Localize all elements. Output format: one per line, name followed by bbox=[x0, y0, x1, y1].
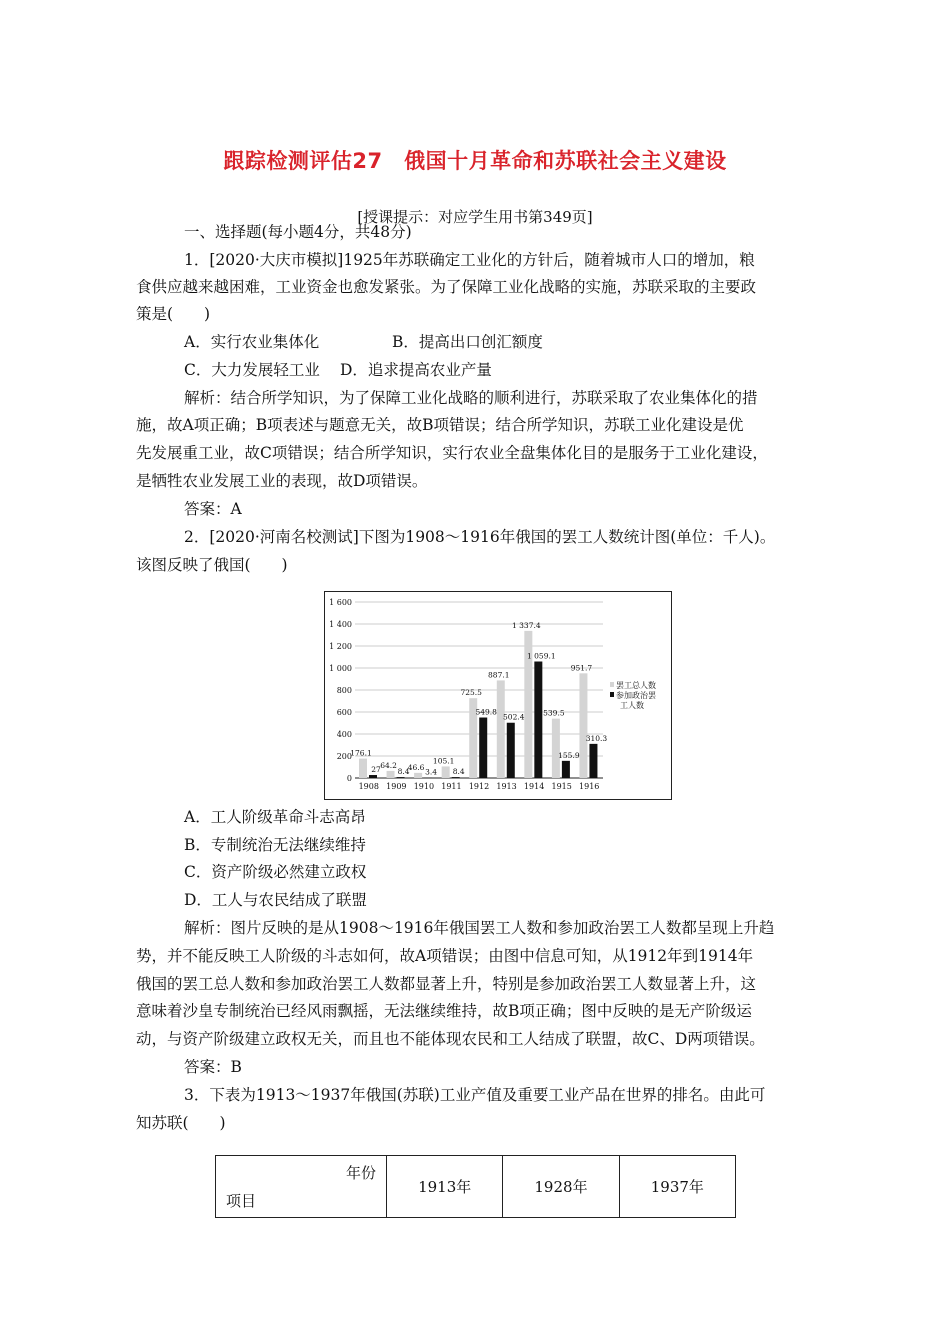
bar-political bbox=[507, 723, 515, 778]
bar-political bbox=[479, 718, 487, 778]
x-tick-label: 1914 bbox=[523, 782, 545, 791]
corner-year-label: 年份 bbox=[345, 1164, 376, 1182]
corner-item-label: 项目 bbox=[226, 1192, 257, 1210]
y-tick-label: 1 000 bbox=[329, 664, 352, 673]
q2-option-b: B．专制统治无法继续维持 bbox=[184, 836, 366, 854]
data-label: 8.4 bbox=[452, 767, 465, 777]
q1-option-a: A．实行农业集体化 bbox=[184, 333, 320, 351]
x-tick-label: 1910 bbox=[413, 782, 435, 791]
page-title: 跟踪检测评估27 俄国十月革命和苏联社会主义建设 bbox=[223, 149, 727, 173]
legend-label-political: 参加政治罢 bbox=[616, 691, 656, 700]
data-label: 176.1 bbox=[350, 748, 372, 758]
x-tick-label: 1909 bbox=[386, 782, 407, 791]
y-tick-label: 600 bbox=[336, 708, 352, 717]
data-label: 887.1 bbox=[488, 670, 510, 680]
data-label: 310.3 bbox=[585, 733, 608, 743]
q2-explanation-line1: 解析：图片反映的是从1908～1916年俄国罢工人数和参加政治罢工人数都呈现上升趋 bbox=[184, 919, 775, 937]
bar-political bbox=[562, 761, 570, 778]
data-label: 105.1 bbox=[432, 756, 455, 766]
q1-option-d: D．追求提高农业产量 bbox=[340, 361, 492, 379]
bar-political bbox=[397, 777, 405, 778]
q2-option-d: D．工人与农民结成了联盟 bbox=[184, 891, 367, 909]
x-tick-label: 1908 bbox=[358, 782, 379, 791]
data-label: 1 337.4 bbox=[512, 620, 541, 630]
y-tick-label: 200 bbox=[336, 752, 352, 761]
bar-political bbox=[534, 661, 542, 778]
bar-total bbox=[579, 673, 587, 778]
data-label: 951.7 bbox=[570, 663, 593, 673]
q2-answer: 答案：B bbox=[184, 1058, 242, 1076]
bar-political bbox=[369, 775, 377, 778]
bar-total bbox=[414, 773, 422, 778]
x-tick-label: 1912 bbox=[468, 782, 490, 791]
table-header-row bbox=[216, 1156, 736, 1218]
data-label: 46.6 bbox=[407, 762, 425, 772]
legend-label-political-cont: 工人数 bbox=[620, 701, 644, 710]
q2-explanation-line5: 动，与资产阶级建立政权无关，而且也不能体现农民和工人结成了联盟，故C、D两项错误。 bbox=[136, 1030, 765, 1048]
bar-total bbox=[387, 771, 395, 778]
q1-explanation-line2: 施，故A项正确；B项表述与题意无关，故B项错误；结合所学知识，苏联工业化建设是优 bbox=[136, 416, 744, 434]
q3-stem-line1: 3．下表为1913～1937年俄国(苏联)工业产值及重要工业产品在世界的排名。由此可 bbox=[184, 1086, 766, 1104]
x-tick-label: 1911 bbox=[441, 782, 462, 791]
legend-swatch-total bbox=[610, 682, 614, 687]
bar-political bbox=[452, 777, 460, 778]
legend-swatch-political bbox=[610, 692, 614, 697]
y-tick-label: 1 200 bbox=[329, 642, 352, 651]
col-1913: 1913年 bbox=[387, 1156, 503, 1218]
q3-stem-line2: 知苏联( ) bbox=[136, 1114, 226, 1132]
q1-option-b: B．提高出口创汇额度 bbox=[392, 333, 543, 351]
q1-explanation-line4: 是牺牲农业发展工业的表现，故D项错误。 bbox=[136, 472, 428, 490]
q2-stem-line1: 2．[2020·河南名校测试]下图为1908～1916年俄国的罢工人数统计图(单位：千人)。 bbox=[184, 528, 776, 546]
x-tick-label: 1916 bbox=[579, 782, 600, 791]
y-tick-label: 1 600 bbox=[329, 598, 352, 607]
lesson-hint: [授课提示：对应学生用书第349页] bbox=[357, 208, 593, 226]
y-tick-label: 0 bbox=[346, 774, 352, 783]
col-1928: 1928年 bbox=[503, 1156, 619, 1218]
bar-total bbox=[552, 719, 560, 778]
section-heading: 一、选择题(每小题4分，共48分) bbox=[184, 223, 412, 241]
data-label: 155.9 bbox=[558, 750, 580, 760]
table-corner-cell bbox=[216, 1156, 387, 1218]
y-tick-label: 800 bbox=[336, 686, 352, 695]
q1-stem-line1: 1．[2020·大庆市模拟]1925年苏联确定工业化的方针后，随着城市人口的增加，粮 bbox=[184, 251, 755, 269]
strike-chart bbox=[324, 591, 672, 800]
ranking-table bbox=[215, 1155, 736, 1218]
q2-explanation-line3: 俄国的罢工总人数和参加政治罢工人数都显著上升，特别是参加政治罢工人数显著上升，这 bbox=[136, 975, 757, 993]
q1-answer: 答案：A bbox=[184, 500, 242, 518]
x-tick-label: 1915 bbox=[551, 782, 572, 791]
data-label: 502.4 bbox=[503, 712, 525, 722]
x-tick-label: 1913 bbox=[496, 782, 517, 791]
bar-political bbox=[589, 744, 597, 778]
q1-stem-line2: 食供应越来越困难，工业资金也愈发紧张。为了保障工业化战略的实施，苏联采取的主要政 bbox=[136, 278, 757, 296]
data-label: 64.2 bbox=[380, 760, 397, 770]
col-1937: 1937年 bbox=[619, 1156, 735, 1218]
q1-explanation-line1: 解析：结合所学知识，为了保障工业化战略的顺利进行，苏联采取了农业集体化的措 bbox=[184, 389, 758, 407]
bar-total bbox=[359, 759, 367, 778]
y-tick-label: 400 bbox=[336, 730, 352, 739]
q2-option-a: A．工人阶级革命斗志高昂 bbox=[184, 808, 366, 826]
q2-explanation-line2: 势，并不能反映工人阶级的斗志如何，故A项错误；由图中信息可知，从1912年到1914年 bbox=[136, 947, 754, 965]
data-label: 8.4 bbox=[397, 767, 410, 777]
data-label: 549.8 bbox=[475, 707, 497, 717]
strike-chart-svg bbox=[325, 592, 671, 799]
bar-total bbox=[442, 766, 450, 778]
data-label: 1 059.1 bbox=[527, 651, 556, 661]
y-tick-label: 1 400 bbox=[329, 620, 352, 629]
q1-explanation-line3: 先发展重工业，故C项错误；结合所学知识，实行农业全盘集体化目的是服务于工业化建设， bbox=[136, 444, 768, 462]
data-label: 725.5 bbox=[460, 688, 482, 698]
legend-label-total: 罢工总人数 bbox=[616, 681, 656, 690]
data-label: 3.4 bbox=[425, 767, 438, 777]
data-label: 539.5 bbox=[543, 708, 565, 718]
q2-option-c: C．资产阶级必然建立政权 bbox=[184, 863, 367, 881]
q1-option-c: C．大力发展轻工业 bbox=[184, 361, 320, 379]
q2-explanation-line4: 意味着沙皇专制统治已经风雨飘摇，无法继续维持，故B项正确；图中反映的是无产阶级运 bbox=[136, 1002, 752, 1020]
q2-stem-line2: 该图反映了俄国( ) bbox=[136, 556, 288, 574]
q1-stem-line3: 策是( ) bbox=[136, 305, 211, 323]
bar-total bbox=[497, 680, 505, 778]
data-label: 27 bbox=[371, 765, 381, 775]
